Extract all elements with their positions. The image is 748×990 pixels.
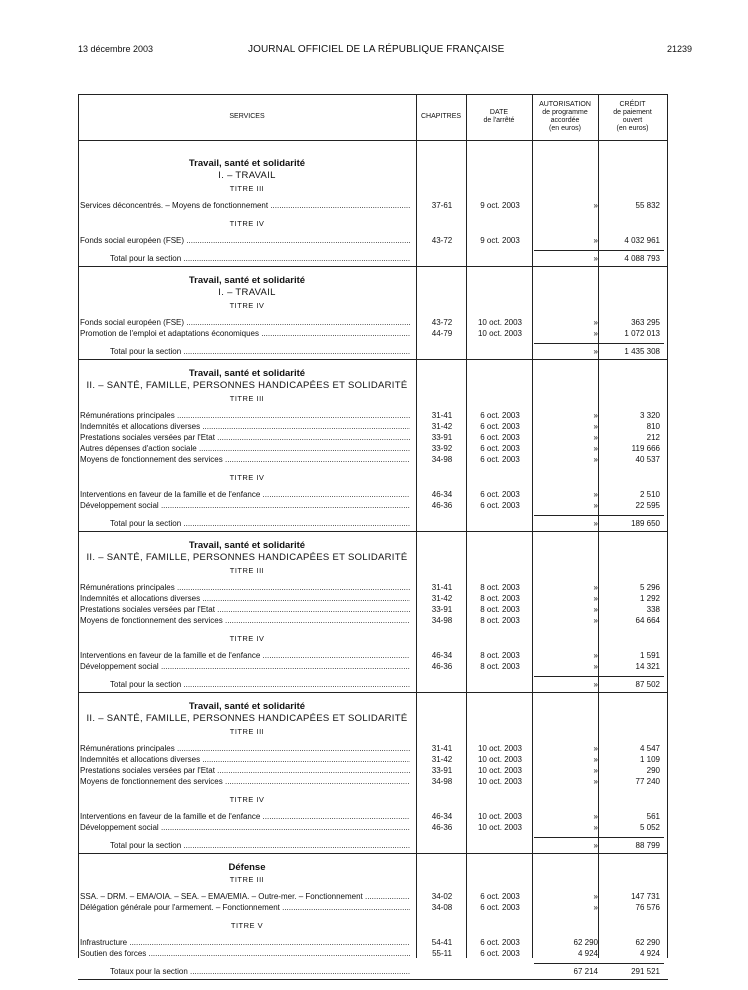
row-label: Rémunérations principales ..... bbox=[80, 410, 410, 421]
row-date: 10 oct. 2003 bbox=[477, 766, 523, 775]
section-separator bbox=[78, 692, 668, 693]
total-rule bbox=[534, 963, 664, 964]
row-chapitre: 33-92 bbox=[431, 444, 453, 453]
row-credit: 4 032 961 bbox=[624, 236, 660, 245]
credits-table bbox=[78, 94, 668, 976]
row-label: Rémunérations principales ..... bbox=[80, 743, 410, 754]
section-part-title: II. – SANTÉ, FAMILLE, PERSONNES HANDICAPÉES ET SOLIDARITÉ bbox=[86, 552, 408, 563]
row-autorisation: » bbox=[593, 662, 598, 671]
row-autorisation: » bbox=[593, 755, 598, 764]
table-row bbox=[78, 948, 668, 960]
section-ministry-title: Travail, santé et solidarité bbox=[188, 701, 306, 712]
row-date: 8 oct. 2003 bbox=[480, 651, 520, 660]
table-header-rule bbox=[78, 140, 668, 141]
total-autorisation: » bbox=[593, 254, 598, 263]
total-label: Total pour la section ..... bbox=[110, 346, 410, 357]
total-label: Total pour la section ..... bbox=[110, 679, 410, 690]
row-date: 8 oct. 2003 bbox=[480, 605, 520, 614]
table-row bbox=[78, 615, 668, 627]
row-chapitre: 46-34 bbox=[431, 490, 453, 499]
row-autorisation: » bbox=[593, 329, 598, 338]
row-chapitre: 34-98 bbox=[431, 455, 453, 464]
titre-heading: TITRE III bbox=[229, 566, 265, 575]
row-credit: 22 595 bbox=[635, 501, 660, 510]
table-row bbox=[78, 200, 668, 212]
row-credit: 77 240 bbox=[635, 777, 660, 786]
column-header-date: DATE de l'arrêté bbox=[483, 109, 515, 124]
row-autorisation: » bbox=[593, 744, 598, 753]
titre-heading: TITRE V bbox=[230, 921, 264, 930]
row-autorisation: » bbox=[593, 903, 598, 912]
total-autorisation: » bbox=[593, 347, 598, 356]
row-chapitre: 33-91 bbox=[431, 605, 453, 614]
titre-heading: TITRE IV bbox=[229, 301, 265, 310]
total-credit: 4 088 793 bbox=[624, 254, 660, 263]
row-date: 10 oct. 2003 bbox=[477, 755, 523, 764]
row-chapitre: 55-11 bbox=[432, 949, 452, 958]
section-part-title: I. – TRAVAIL bbox=[218, 170, 276, 181]
row-chapitre: 31-41 bbox=[431, 583, 453, 592]
row-chapitre: 31-42 bbox=[431, 594, 453, 603]
total-autorisation: 67 214 bbox=[573, 967, 598, 976]
row-date: 6 oct. 2003 bbox=[480, 411, 520, 420]
row-autorisation: » bbox=[593, 444, 598, 453]
row-date: 8 oct. 2003 bbox=[480, 594, 520, 603]
row-chapitre: 44-79 bbox=[431, 329, 453, 338]
section-part-title: II. – SANTÉ, FAMILLE, PERSONNES HANDICAPÉES ET SOLIDARITÉ bbox=[86, 380, 408, 391]
row-credit: 55 832 bbox=[635, 201, 660, 210]
row-autorisation: » bbox=[593, 422, 598, 431]
section-ministry-title: Travail, santé et solidarité bbox=[188, 540, 306, 551]
row-label: Interventions en faveur de la famille et de l'enfance ..... bbox=[80, 650, 410, 661]
row-date: 9 oct. 2003 bbox=[480, 236, 520, 245]
row-autorisation: » bbox=[593, 892, 598, 901]
row-chapitre: 34-08 bbox=[431, 903, 453, 912]
row-autorisation: » bbox=[593, 201, 598, 210]
row-date: 8 oct. 2003 bbox=[480, 583, 520, 592]
row-autorisation: » bbox=[593, 583, 598, 592]
total-credit: 291 521 bbox=[631, 967, 660, 976]
row-autorisation: » bbox=[593, 490, 598, 499]
row-credit: 1 109 bbox=[639, 755, 660, 764]
row-date: 10 oct. 2003 bbox=[477, 318, 523, 327]
table-row bbox=[78, 661, 668, 673]
total-rule bbox=[534, 837, 664, 838]
row-chapitre: 34-02 bbox=[431, 892, 453, 901]
table-row bbox=[78, 776, 668, 788]
total-credit: 189 650 bbox=[631, 519, 660, 528]
row-label: SSA. – DRM. – EMA/OIA. – SEA. – EMA/EMIA. – Outre-mer. – Fonctionnement ..... bbox=[80, 891, 410, 902]
row-date: 6 oct. 2003 bbox=[480, 949, 520, 958]
row-chapitre: 43-72 bbox=[431, 236, 453, 245]
row-credit: 1 292 bbox=[639, 594, 660, 603]
row-date: 10 oct. 2003 bbox=[477, 823, 523, 832]
row-label: Prestations sociales versées par l'Etat ..... bbox=[80, 765, 410, 776]
column-header-services: SERVICES bbox=[229, 113, 265, 120]
row-chapitre: 46-34 bbox=[431, 651, 453, 660]
row-chapitre: 43-72 bbox=[431, 318, 453, 327]
table-row bbox=[78, 902, 668, 914]
row-label: Moyens de fonctionnement des services ..... bbox=[80, 615, 410, 626]
row-date: 10 oct. 2003 bbox=[477, 329, 523, 338]
row-autorisation: » bbox=[593, 501, 598, 510]
row-autorisation: » bbox=[593, 318, 598, 327]
row-credit: 561 bbox=[646, 812, 660, 821]
row-credit: 119 666 bbox=[631, 444, 660, 453]
titre-heading: TITRE IV bbox=[229, 634, 265, 643]
total-credit: 1 435 308 bbox=[624, 347, 660, 356]
row-autorisation: » bbox=[593, 455, 598, 464]
row-label: Interventions en faveur de la famille et de l'enfance ..... bbox=[80, 489, 410, 500]
titre-heading: TITRE III bbox=[229, 875, 265, 884]
total-row bbox=[78, 840, 668, 852]
section-part-title: I. – TRAVAIL bbox=[218, 287, 276, 298]
row-label: Développement social ..... bbox=[80, 822, 410, 833]
row-credit: 3 320 bbox=[639, 411, 660, 420]
section-ministry-title: Travail, santé et solidarité bbox=[188, 158, 306, 169]
row-date: 6 oct. 2003 bbox=[480, 444, 520, 453]
row-label: Moyens de fonctionnement des services ..... bbox=[80, 454, 410, 465]
row-date: 6 oct. 2003 bbox=[480, 455, 520, 464]
row-chapitre: 33-91 bbox=[431, 433, 453, 442]
row-chapitre: 37-61 bbox=[431, 201, 453, 210]
row-chapitre: 34-98 bbox=[431, 777, 453, 786]
titre-heading: TITRE III bbox=[229, 184, 265, 193]
row-autorisation: » bbox=[593, 812, 598, 821]
row-credit: 338 bbox=[646, 605, 660, 614]
row-credit: 363 295 bbox=[631, 318, 660, 327]
total-label: Total pour la section ..... bbox=[110, 840, 410, 851]
row-credit: 4 547 bbox=[639, 744, 660, 753]
total-autorisation: » bbox=[593, 841, 598, 850]
row-credit: 212 bbox=[646, 433, 660, 442]
total-credit: 87 502 bbox=[635, 680, 660, 689]
row-autorisation: 62 290 bbox=[573, 938, 598, 947]
row-label: Infrastructure ..... bbox=[80, 937, 410, 948]
row-label: Moyens de fonctionnement des services ..... bbox=[80, 776, 410, 787]
table-row bbox=[78, 328, 668, 340]
titre-heading: TITRE III bbox=[229, 727, 265, 736]
journal-title: JOURNAL OFFICIEL DE LA RÉPUBLIQUE FRANÇAISE bbox=[248, 44, 505, 55]
row-label: Fonds social européen (FSE) ..... bbox=[80, 235, 410, 246]
row-autorisation: » bbox=[593, 236, 598, 245]
total-autorisation: » bbox=[593, 519, 598, 528]
row-credit: 64 664 bbox=[635, 616, 660, 625]
total-row bbox=[78, 518, 668, 530]
row-label: Promotion de l'emploi et adaptations économiques ..... bbox=[80, 328, 410, 339]
row-credit: 290 bbox=[646, 766, 660, 775]
row-autorisation: » bbox=[593, 777, 598, 786]
row-date: 8 oct. 2003 bbox=[480, 662, 520, 671]
row-autorisation: » bbox=[593, 605, 598, 614]
row-chapitre: 31-41 bbox=[431, 411, 453, 420]
page-date: 13 décembre 2003 bbox=[78, 44, 154, 54]
total-row bbox=[78, 966, 668, 978]
row-label: Fonds social européen (FSE) ..... bbox=[80, 317, 410, 328]
total-row bbox=[78, 679, 668, 691]
row-credit: 2 510 bbox=[639, 490, 660, 499]
table-row bbox=[78, 500, 668, 512]
titre-heading: TITRE IV bbox=[229, 473, 265, 482]
total-rule bbox=[534, 343, 664, 344]
row-chapitre: 31-42 bbox=[431, 422, 453, 431]
row-date: 10 oct. 2003 bbox=[477, 777, 523, 786]
row-label: Soutien des forces ..... bbox=[80, 948, 410, 959]
row-credit: 1 072 013 bbox=[624, 329, 660, 338]
row-credit: 4 924 bbox=[639, 949, 660, 958]
row-autorisation: » bbox=[593, 766, 598, 775]
row-label: Délégation générale pour l'armement. – Fonctionnement ..... bbox=[80, 902, 410, 913]
row-label: Autres dépenses d'action sociale ..... bbox=[80, 443, 410, 454]
row-chapitre: 46-36 bbox=[431, 823, 453, 832]
row-credit: 810 bbox=[646, 422, 660, 431]
row-chapitre: 46-34 bbox=[431, 812, 453, 821]
row-credit: 5 296 bbox=[639, 583, 660, 592]
total-label: Total pour la section ..... bbox=[110, 253, 410, 264]
row-date: 6 oct. 2003 bbox=[480, 433, 520, 442]
row-autorisation: » bbox=[593, 433, 598, 442]
row-chapitre: 31-41 bbox=[431, 744, 453, 753]
row-label: Indemnités et allocations diverses ..... bbox=[80, 421, 410, 432]
row-chapitre: 46-36 bbox=[431, 501, 453, 510]
row-credit: 62 290 bbox=[635, 938, 660, 947]
row-autorisation: » bbox=[593, 616, 598, 625]
section-separator bbox=[78, 266, 668, 267]
row-credit: 14 321 bbox=[635, 662, 660, 671]
titre-heading: TITRE III bbox=[229, 394, 265, 403]
row-label: Prestations sociales versées par l'Etat ..... bbox=[80, 604, 410, 615]
row-label: Développement social ..... bbox=[80, 500, 410, 511]
row-autorisation: » bbox=[593, 411, 598, 420]
table-row bbox=[78, 822, 668, 834]
row-label: Prestations sociales versées par l'Etat ..... bbox=[80, 432, 410, 443]
table-row bbox=[78, 454, 668, 466]
section-separator bbox=[78, 359, 668, 360]
row-date: 6 oct. 2003 bbox=[480, 903, 520, 912]
row-autorisation: » bbox=[593, 594, 598, 603]
row-credit: 1 591 bbox=[639, 651, 660, 660]
row-label: Indemnités et allocations diverses ..... bbox=[80, 754, 410, 765]
row-label: Développement social ..... bbox=[80, 661, 410, 672]
row-chapitre: 31-42 bbox=[431, 755, 453, 764]
table-row bbox=[78, 235, 668, 247]
row-credit: 76 576 bbox=[635, 903, 660, 912]
row-autorisation: » bbox=[593, 651, 598, 660]
section-separator bbox=[78, 853, 668, 854]
row-chapitre: 46-36 bbox=[431, 662, 453, 671]
row-credit: 5 052 bbox=[639, 823, 660, 832]
titre-heading: TITRE IV bbox=[229, 219, 265, 228]
row-label: Indemnités et allocations diverses ..... bbox=[80, 593, 410, 604]
row-chapitre: 34-98 bbox=[431, 616, 453, 625]
row-chapitre: 33-91 bbox=[431, 766, 453, 775]
section-ministry-title: Travail, santé et solidarité bbox=[188, 368, 306, 379]
total-rule bbox=[534, 515, 664, 516]
total-autorisation: » bbox=[593, 680, 598, 689]
total-label: Totaux pour la section ..... bbox=[110, 966, 410, 977]
column-header-chapitres: CHAPITRES bbox=[420, 113, 462, 120]
page-number: 21239 bbox=[666, 44, 692, 54]
section-ministry-title: Défense bbox=[228, 862, 266, 873]
section-ministry-title: Travail, santé et solidarité bbox=[188, 275, 306, 286]
row-date: 6 oct. 2003 bbox=[480, 422, 520, 431]
row-label: Interventions en faveur de la famille et de l'enfance ..... bbox=[80, 811, 410, 822]
titre-heading: TITRE IV bbox=[229, 795, 265, 804]
section-part-title: II. – SANTÉ, FAMILLE, PERSONNES HANDICAPÉES ET SOLIDARITÉ bbox=[86, 713, 408, 724]
row-date: 6 oct. 2003 bbox=[480, 490, 520, 499]
row-date: 6 oct. 2003 bbox=[480, 938, 520, 947]
row-date: 6 oct. 2003 bbox=[480, 501, 520, 510]
row-label: Services déconcentrés. – Moyens de fonctionnement ..... bbox=[80, 200, 410, 211]
row-date: 8 oct. 2003 bbox=[480, 616, 520, 625]
row-credit: 40 537 bbox=[635, 455, 660, 464]
section-separator bbox=[78, 979, 668, 980]
row-credit: 147 731 bbox=[631, 892, 660, 901]
row-date: 6 oct. 2003 bbox=[480, 892, 520, 901]
column-header-autorisation: AUTORISATION de programme accordée (en euros) bbox=[539, 101, 591, 132]
row-date: 9 oct. 2003 bbox=[480, 201, 520, 210]
section-separator bbox=[78, 531, 668, 532]
row-autorisation: » bbox=[593, 823, 598, 832]
row-date: 10 oct. 2003 bbox=[477, 744, 523, 753]
total-credit: 88 799 bbox=[635, 841, 660, 850]
row-autorisation: 4 924 bbox=[577, 949, 598, 958]
total-row bbox=[78, 346, 668, 358]
total-rule bbox=[534, 250, 664, 251]
total-label: Total pour la section ..... bbox=[110, 518, 410, 529]
column-header-credit: CRÉDIT de paiement ouvert (en euros) bbox=[613, 101, 652, 132]
total-rule bbox=[534, 676, 664, 677]
row-date: 10 oct. 2003 bbox=[477, 812, 523, 821]
row-chapitre: 54-41 bbox=[431, 938, 453, 947]
total-row bbox=[78, 253, 668, 265]
row-label: Rémunérations principales ..... bbox=[80, 582, 410, 593]
